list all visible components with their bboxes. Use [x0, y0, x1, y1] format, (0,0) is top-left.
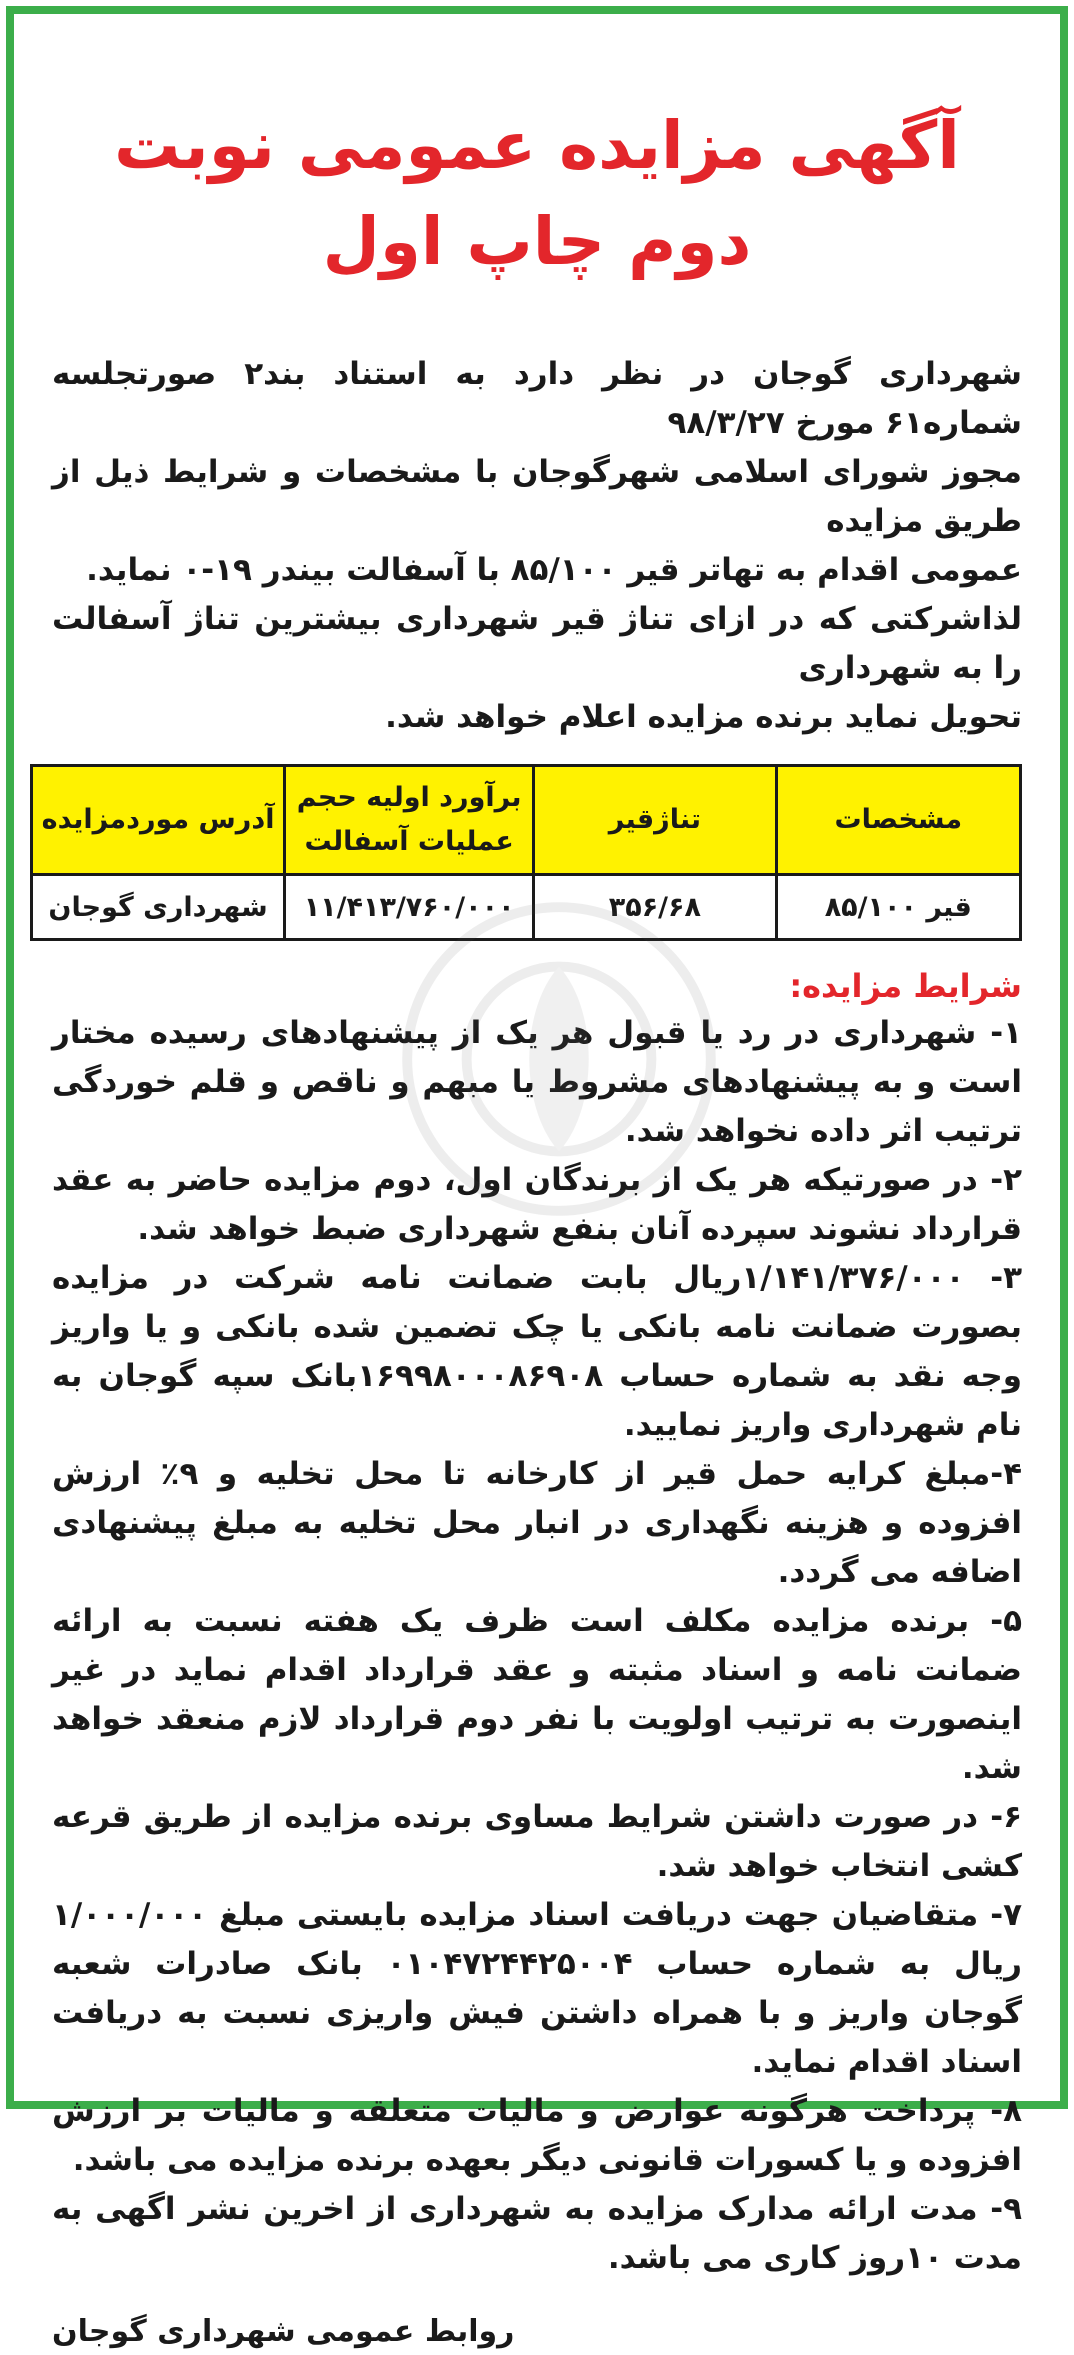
intro-line: لذاشرکتی که در ازای تناژ قیر شهرداری بیشترین تناژ آسفالت را به شهرداری — [52, 601, 1022, 686]
signature: روابط عمومی شهرداری گوجان — [52, 2314, 515, 2349]
cell-specs: قیر ۸۵/۱۰۰ — [776, 875, 1020, 940]
conditions-title: شرایط مزایده: — [789, 967, 1022, 1005]
intro-line: مجوز شورای اسلامی شهرگوجان با مشخصات و شرایط ذیل از طریق مزایده — [52, 454, 1022, 539]
header-bitumen-tonnage: تناژقیر — [534, 766, 776, 875]
cell-address: شهرداری گوجان — [32, 875, 285, 940]
condition-item: ۹- مدت ارائه مدارک مزایده به شهرداری از اخرین نشر اگهی به مدت ۱۰روز کاری می باشد. — [52, 2191, 1022, 2276]
table-row — [32, 875, 1021, 940]
conditions-list — [52, 1009, 1022, 2283]
header-asphalt-estimate: برآورد اولیه حجم عملیات آسفالت — [285, 766, 534, 875]
cell-asphalt-estimate: ۱۱/۴۱۳/۷۶۰/۰۰۰ — [285, 875, 534, 940]
table-header-row — [32, 766, 1021, 875]
intro-line: شهرداری گوجان در نظر دارد به استناد بند۲ صورتجلسه شماره۶۱ مورخ ۹۸/۳/۲۷ — [52, 356, 1022, 441]
intro-paragraph — [52, 350, 1022, 742]
condition-item: ۴-مبلغ کرایه حمل قیر از کارخانه تا محل تخلیه و ۹٪ ارزش افزوده و هزینه نگهداری در انبار محل تخلیه به مبلغ پیشنهادی اضافه می گردد. — [52, 1456, 1022, 1590]
header-specs: مشخصات — [776, 766, 1020, 875]
intro-line: تحویل نماید برنده مزایده اعلام خواهد شد. — [385, 699, 1022, 735]
condition-item: ۷- متقاضیان جهت دریافت اسناد مزایده بایستی مبلغ ۱/۰۰۰/۰۰۰ ریال به شماره حساب ۰۱۰۴۷۲۴۴۲۵۰۰۴ بانک صادرات شعبه گوجان واریز و با همراه داشتن فیش واریزی نسبت به دریافت اسناد اقدام نماید. — [52, 1897, 1022, 2080]
condition-item: ۱- شهرداری در رد یا قبول هر یک از پیشنهادهای رسیده مختار است و به پیشنهادهای مشروط یا مبهم و ناقص و قلم خوردگی ترتیب اثر داده نخواهد شد. — [52, 1015, 1022, 1149]
condition-item: ۲- در صورتیکه هر یک از برندگان اول، دوم مزایده حاضر به عقد قرارداد نشوند سپرده آنان بنفع شهرداری ضبط خواهد شد. — [52, 1162, 1022, 1247]
notice-title: آگهی مزایده عمومی نوبت دوم چاپ اول — [114, 107, 960, 280]
condition-item: ۸- پرداخت هرگونه عوارض و مالیات متعلقه و مالیات بر ارزش افزوده و یا کسورات قانونی دیگر بعهده برنده مزایده می باشد. — [52, 2093, 1022, 2178]
notice-frame — [6, 6, 1068, 2349]
cell-bitumen-tonnage: ۳۵۶/۶۸ — [534, 875, 776, 940]
condition-item: ۳- ۱/۱۴۱/۳۷۶/۰۰۰ریال بابت ضمانت نامه شرکت در مزایده بصورت ضمانت نامه بانکی یا چک تضمین شده بانکی و یا واریز وجه نقد به شماره حساب ۱۶۹۹۸۰۰۰۸۶۹۰۸بانک سپه گوجان به نام شهرداری واریز نمایید. — [52, 1260, 1023, 1443]
specs-table — [30, 764, 1022, 941]
header-address: آدرس موردمزایده — [32, 766, 285, 875]
notice-body — [14, 98, 1060, 2355]
condition-item: ۶- در صورت داشتن شرایط مساوی برنده مزایده از طریق قرعه کشی انتخاب خواهد شد. — [52, 1799, 1022, 1884]
condition-item: ۵- برنده مزایده مکلف است ظرف یک هفته نسبت به ارائه ضمانت نامه و اسناد مثبته و عقد قرارداد اقدام نماید در غیر اینصورت به ترتیب اولویت با نفر دوم قرارداد لازم منعقد خواهد شد. — [52, 1603, 1022, 1786]
intro-line: عمومی اقدام به تهاتر قیر ۸۵/۱۰۰ با آسفالت بیندر ۱۹-۰ نماید. — [86, 552, 1022, 588]
